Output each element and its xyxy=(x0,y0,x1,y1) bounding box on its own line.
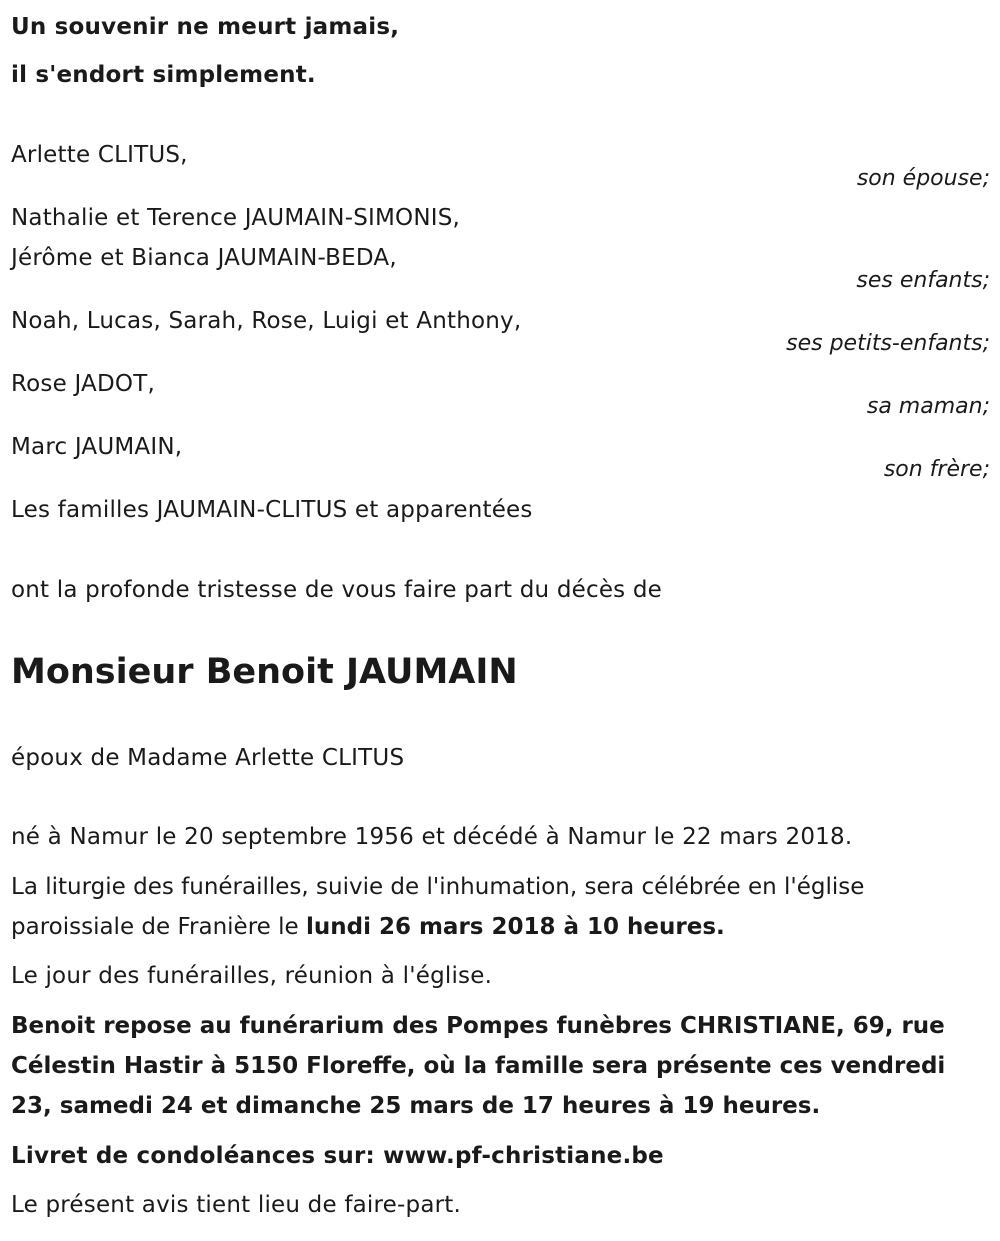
announcement-text: ont la profonde tristesse de vous faire part du décès de xyxy=(11,577,663,603)
family-role-grandchildren: ses petits-enfants; xyxy=(786,331,990,356)
family-name-families: Les familles JAUMAIN-CLITUS et apparentées xyxy=(11,497,533,523)
family-name-mother: Rose JADOT, xyxy=(11,371,155,397)
liturgy-date: lundi 26 mars 2018 à 10 heures. xyxy=(305,914,725,940)
condolences-line: Livret de condoléances sur: www.pf-christiane.be xyxy=(11,1143,664,1169)
funerarium-paragraph: Benoit repose au funérarium des Pompes funèbres CHRISTIANE, 69, rue Célestin Hastir à 5150 Floreffe, où la famille sera présente ces vendredi 23, samedi 24 et dimanche 25 mars de 17 heures à 19 heures. xyxy=(11,1013,946,1119)
family-name-brother: Marc JAUMAIN, xyxy=(11,434,183,460)
family-name-grandchildren: Noah, Lucas, Sarah, Rose, Luigi et Anthony, xyxy=(11,308,522,334)
deceased-name: Monsieur Benoit JAUMAIN xyxy=(11,652,518,692)
family-name-children-2: Jérôme et Bianca JAUMAIN-BEDA, xyxy=(11,245,397,271)
family-role-spouse: son épouse; xyxy=(856,166,990,191)
meeting-line: Le jour des funérailles, réunion à l'église. xyxy=(11,963,493,989)
family-role-brother: son frère; xyxy=(883,457,990,482)
family-name-spouse: Arlette CLITUS, xyxy=(11,142,188,168)
notice-line: Le présent avis tient lieu de faire-part. xyxy=(11,1192,462,1218)
spouse-line: époux de Madame Arlette CLITUS xyxy=(11,745,405,771)
epigraph-line-2: il s'endort simplement. xyxy=(11,62,316,88)
family-role-children: ses enfants; xyxy=(856,268,990,293)
birth-death-line: né à Namur le 20 septembre 1956 et décédé à Namur le 22 mars 2018. xyxy=(11,824,853,850)
family-name-children-1: Nathalie et Terence JAUMAIN-SIMONIS, xyxy=(11,205,461,231)
liturgy-text: La liturgie des funérailles, suivie de l'inhumation, sera célébrée en l'église paroissiale de Franière le xyxy=(11,874,865,940)
family-role-mother: sa maman; xyxy=(866,394,990,419)
epigraph-line-1: Un souvenir ne meurt jamais, xyxy=(11,14,400,40)
liturgy-paragraph xyxy=(11,867,991,947)
